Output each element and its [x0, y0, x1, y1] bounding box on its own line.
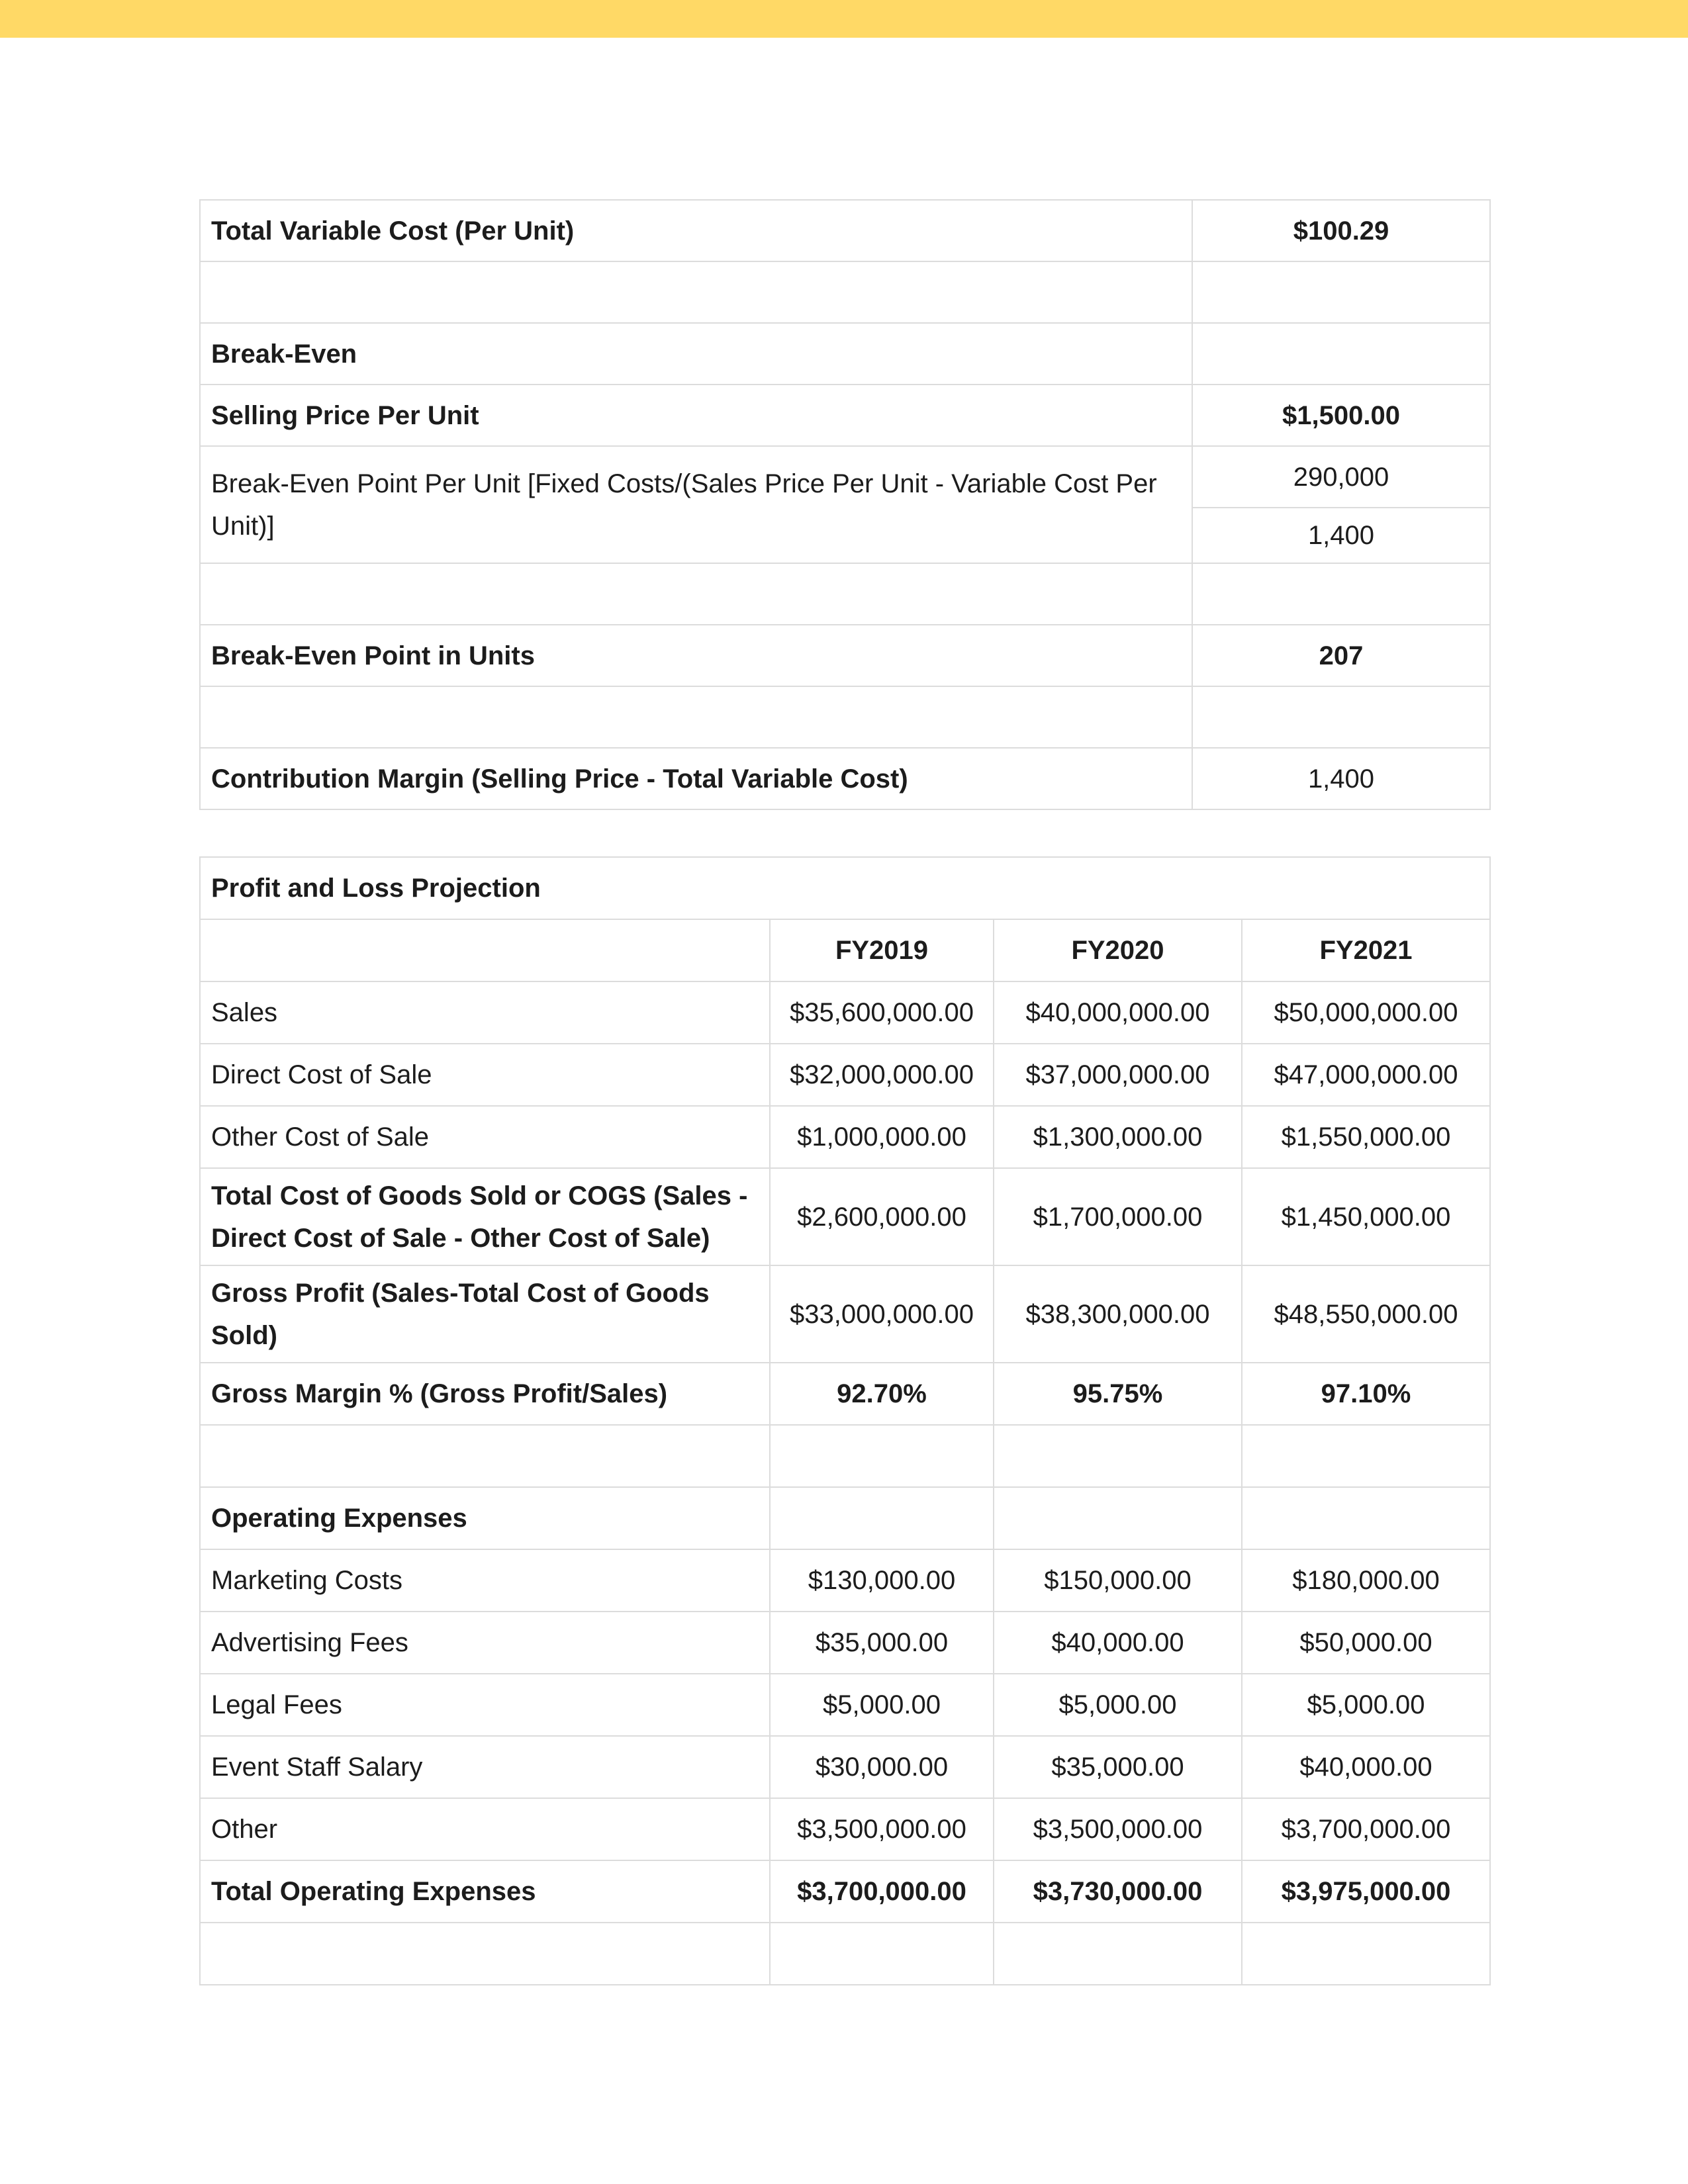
profit-loss-projection-table [199, 856, 1491, 1985]
value-fy2020: $5,000.00 [994, 1674, 1242, 1736]
value-fy2019: $32,000,000.00 [770, 1044, 994, 1106]
value-fy2019: $35,600,000.00 [770, 981, 994, 1044]
empty-cell [200, 1425, 770, 1487]
break-even-summary-table [199, 199, 1491, 810]
empty-row [200, 563, 1490, 625]
empty-cell [200, 686, 1192, 748]
table-row [200, 323, 1490, 385]
row-label: Total Cost of Goods Sold or COGS (Sales - Direct Cost of Sale - Other Cost of Sale) [200, 1168, 770, 1265]
top-accent-bar [0, 0, 1688, 38]
value-fy2019: $35,000.00 [770, 1612, 994, 1674]
empty-cell [1242, 1923, 1490, 1985]
empty-cell [200, 919, 770, 981]
value-fy2019: $33,000,000.00 [770, 1265, 994, 1363]
gross-margin-row [200, 1363, 1490, 1425]
value-fy2020: $3,500,000.00 [994, 1798, 1242, 1860]
row-label: Sales [200, 981, 770, 1044]
empty-cell [994, 1425, 1242, 1487]
value-fy2020: $40,000.00 [994, 1612, 1242, 1674]
value-fy2020: $1,300,000.00 [994, 1106, 1242, 1168]
year-header-fy2020: FY2020 [994, 919, 1242, 981]
contribution-margin-value: 1,400 [1192, 748, 1490, 809]
empty-cell [200, 261, 1192, 323]
value-fy2021: 97.10% [1242, 1363, 1490, 1425]
empty-cell [994, 1487, 1242, 1549]
row-label: Total Operating Expenses [200, 1860, 770, 1923]
empty-cell [1242, 1425, 1490, 1487]
value-fy2021: $50,000.00 [1242, 1612, 1490, 1674]
value-fy2021: $3,975,000.00 [1242, 1860, 1490, 1923]
value-fy2020: $150,000.00 [994, 1549, 1242, 1612]
value-fy2019: $2,600,000.00 [770, 1168, 994, 1265]
value-fy2021: $1,550,000.00 [1242, 1106, 1490, 1168]
value-fy2019: $5,000.00 [770, 1674, 994, 1736]
row-label: Other Cost of Sale [200, 1106, 770, 1168]
table-row [200, 200, 1490, 261]
value-fy2020: $1,700,000.00 [994, 1168, 1242, 1265]
selling-price-value: $1,500.00 [1192, 385, 1490, 446]
empty-row [200, 261, 1490, 323]
empty-cell [200, 1923, 770, 1985]
contribution-margin-label: Contribution Margin (Selling Price - Total Variable Cost) [200, 748, 1192, 809]
break-even-point-per-unit-label: Break-Even Point Per Unit [Fixed Costs/(Sales Price Per Unit - Variable Cost Per Unit)] [200, 446, 1192, 563]
value-fy2020: $35,000.00 [994, 1736, 1242, 1798]
value-fy2019: $3,500,000.00 [770, 1798, 994, 1860]
row-label: Gross Margin % (Gross Profit/Sales) [200, 1363, 770, 1425]
sales-row [200, 981, 1490, 1044]
year-header-fy2021: FY2021 [1242, 919, 1490, 981]
gross-profit-row [200, 1265, 1490, 1363]
row-label: Direct Cost of Sale [200, 1044, 770, 1106]
value-fy2020: $3,730,000.00 [994, 1860, 1242, 1923]
empty-row [200, 686, 1490, 748]
selling-price-label: Selling Price Per Unit [200, 385, 1192, 446]
table-row [200, 446, 1490, 508]
row-label: Gross Profit (Sales-Total Cost of Goods Sold) [200, 1265, 770, 1363]
value-fy2021: $48,550,000.00 [1242, 1265, 1490, 1363]
cogs-row [200, 1168, 1490, 1265]
row-label: Marketing Costs [200, 1549, 770, 1612]
row-label: Advertising Fees [200, 1612, 770, 1674]
break-even-units-label: Break-Even Point in Units [200, 625, 1192, 686]
value-fy2021: $50,000,000.00 [1242, 981, 1490, 1044]
break-even-heading: Break-Even [200, 323, 1192, 385]
table-row [200, 385, 1490, 446]
row-label: Legal Fees [200, 1674, 770, 1736]
value-fy2020: $37,000,000.00 [994, 1044, 1242, 1106]
table-row [200, 625, 1490, 686]
table-row [200, 857, 1490, 919]
value-fy2019: $130,000.00 [770, 1549, 994, 1612]
value-fy2019: 92.70% [770, 1363, 994, 1425]
value-fy2019: $1,000,000.00 [770, 1106, 994, 1168]
operating-expenses-heading: Operating Expenses [200, 1487, 770, 1549]
empty-cell [1192, 323, 1490, 385]
operating-expenses-heading-row [200, 1487, 1490, 1549]
break-even-units-value: 207 [1192, 625, 1490, 686]
value-fy2019: $3,700,000.00 [770, 1860, 994, 1923]
other-expenses-row [200, 1798, 1490, 1860]
advertising-fees-row [200, 1612, 1490, 1674]
break-even-point-per-unit-value-bottom: 1,400 [1192, 508, 1490, 563]
empty-cell [770, 1487, 994, 1549]
value-fy2021: $5,000.00 [1242, 1674, 1490, 1736]
empty-cell [770, 1923, 994, 1985]
total-variable-cost-value: $100.29 [1192, 200, 1490, 261]
event-staff-salary-row [200, 1736, 1490, 1798]
other-cost-row [200, 1106, 1490, 1168]
empty-cell [770, 1425, 994, 1487]
value-fy2021: $3,700,000.00 [1242, 1798, 1490, 1860]
value-fy2020: $40,000,000.00 [994, 981, 1242, 1044]
empty-cell [994, 1923, 1242, 1985]
break-even-point-per-unit-value-top: 290,000 [1192, 446, 1490, 508]
empty-cell [1192, 563, 1490, 625]
empty-row [200, 1923, 1490, 1985]
empty-cell [200, 563, 1192, 625]
value-fy2020: $38,300,000.00 [994, 1265, 1242, 1363]
total-variable-cost-label: Total Variable Cost (Per Unit) [200, 200, 1192, 261]
value-fy2021: $47,000,000.00 [1242, 1044, 1490, 1106]
year-header-fy2019: FY2019 [770, 919, 994, 981]
empty-cell [1192, 261, 1490, 323]
value-fy2021: $40,000.00 [1242, 1736, 1490, 1798]
table-row [200, 748, 1490, 809]
value-fy2021: $1,450,000.00 [1242, 1168, 1490, 1265]
year-header-row [200, 919, 1490, 981]
row-label: Event Staff Salary [200, 1736, 770, 1798]
direct-cost-row [200, 1044, 1490, 1106]
row-label: Other [200, 1798, 770, 1860]
legal-fees-row [200, 1674, 1490, 1736]
pl-title: Profit and Loss Projection [200, 857, 1490, 919]
marketing-costs-row [200, 1549, 1490, 1612]
value-fy2021: $180,000.00 [1242, 1549, 1490, 1612]
empty-cell [1242, 1487, 1490, 1549]
empty-cell [1192, 686, 1490, 748]
value-fy2020: 95.75% [994, 1363, 1242, 1425]
empty-row [200, 1425, 1490, 1487]
total-operating-expenses-row [200, 1860, 1490, 1923]
value-fy2019: $30,000.00 [770, 1736, 994, 1798]
